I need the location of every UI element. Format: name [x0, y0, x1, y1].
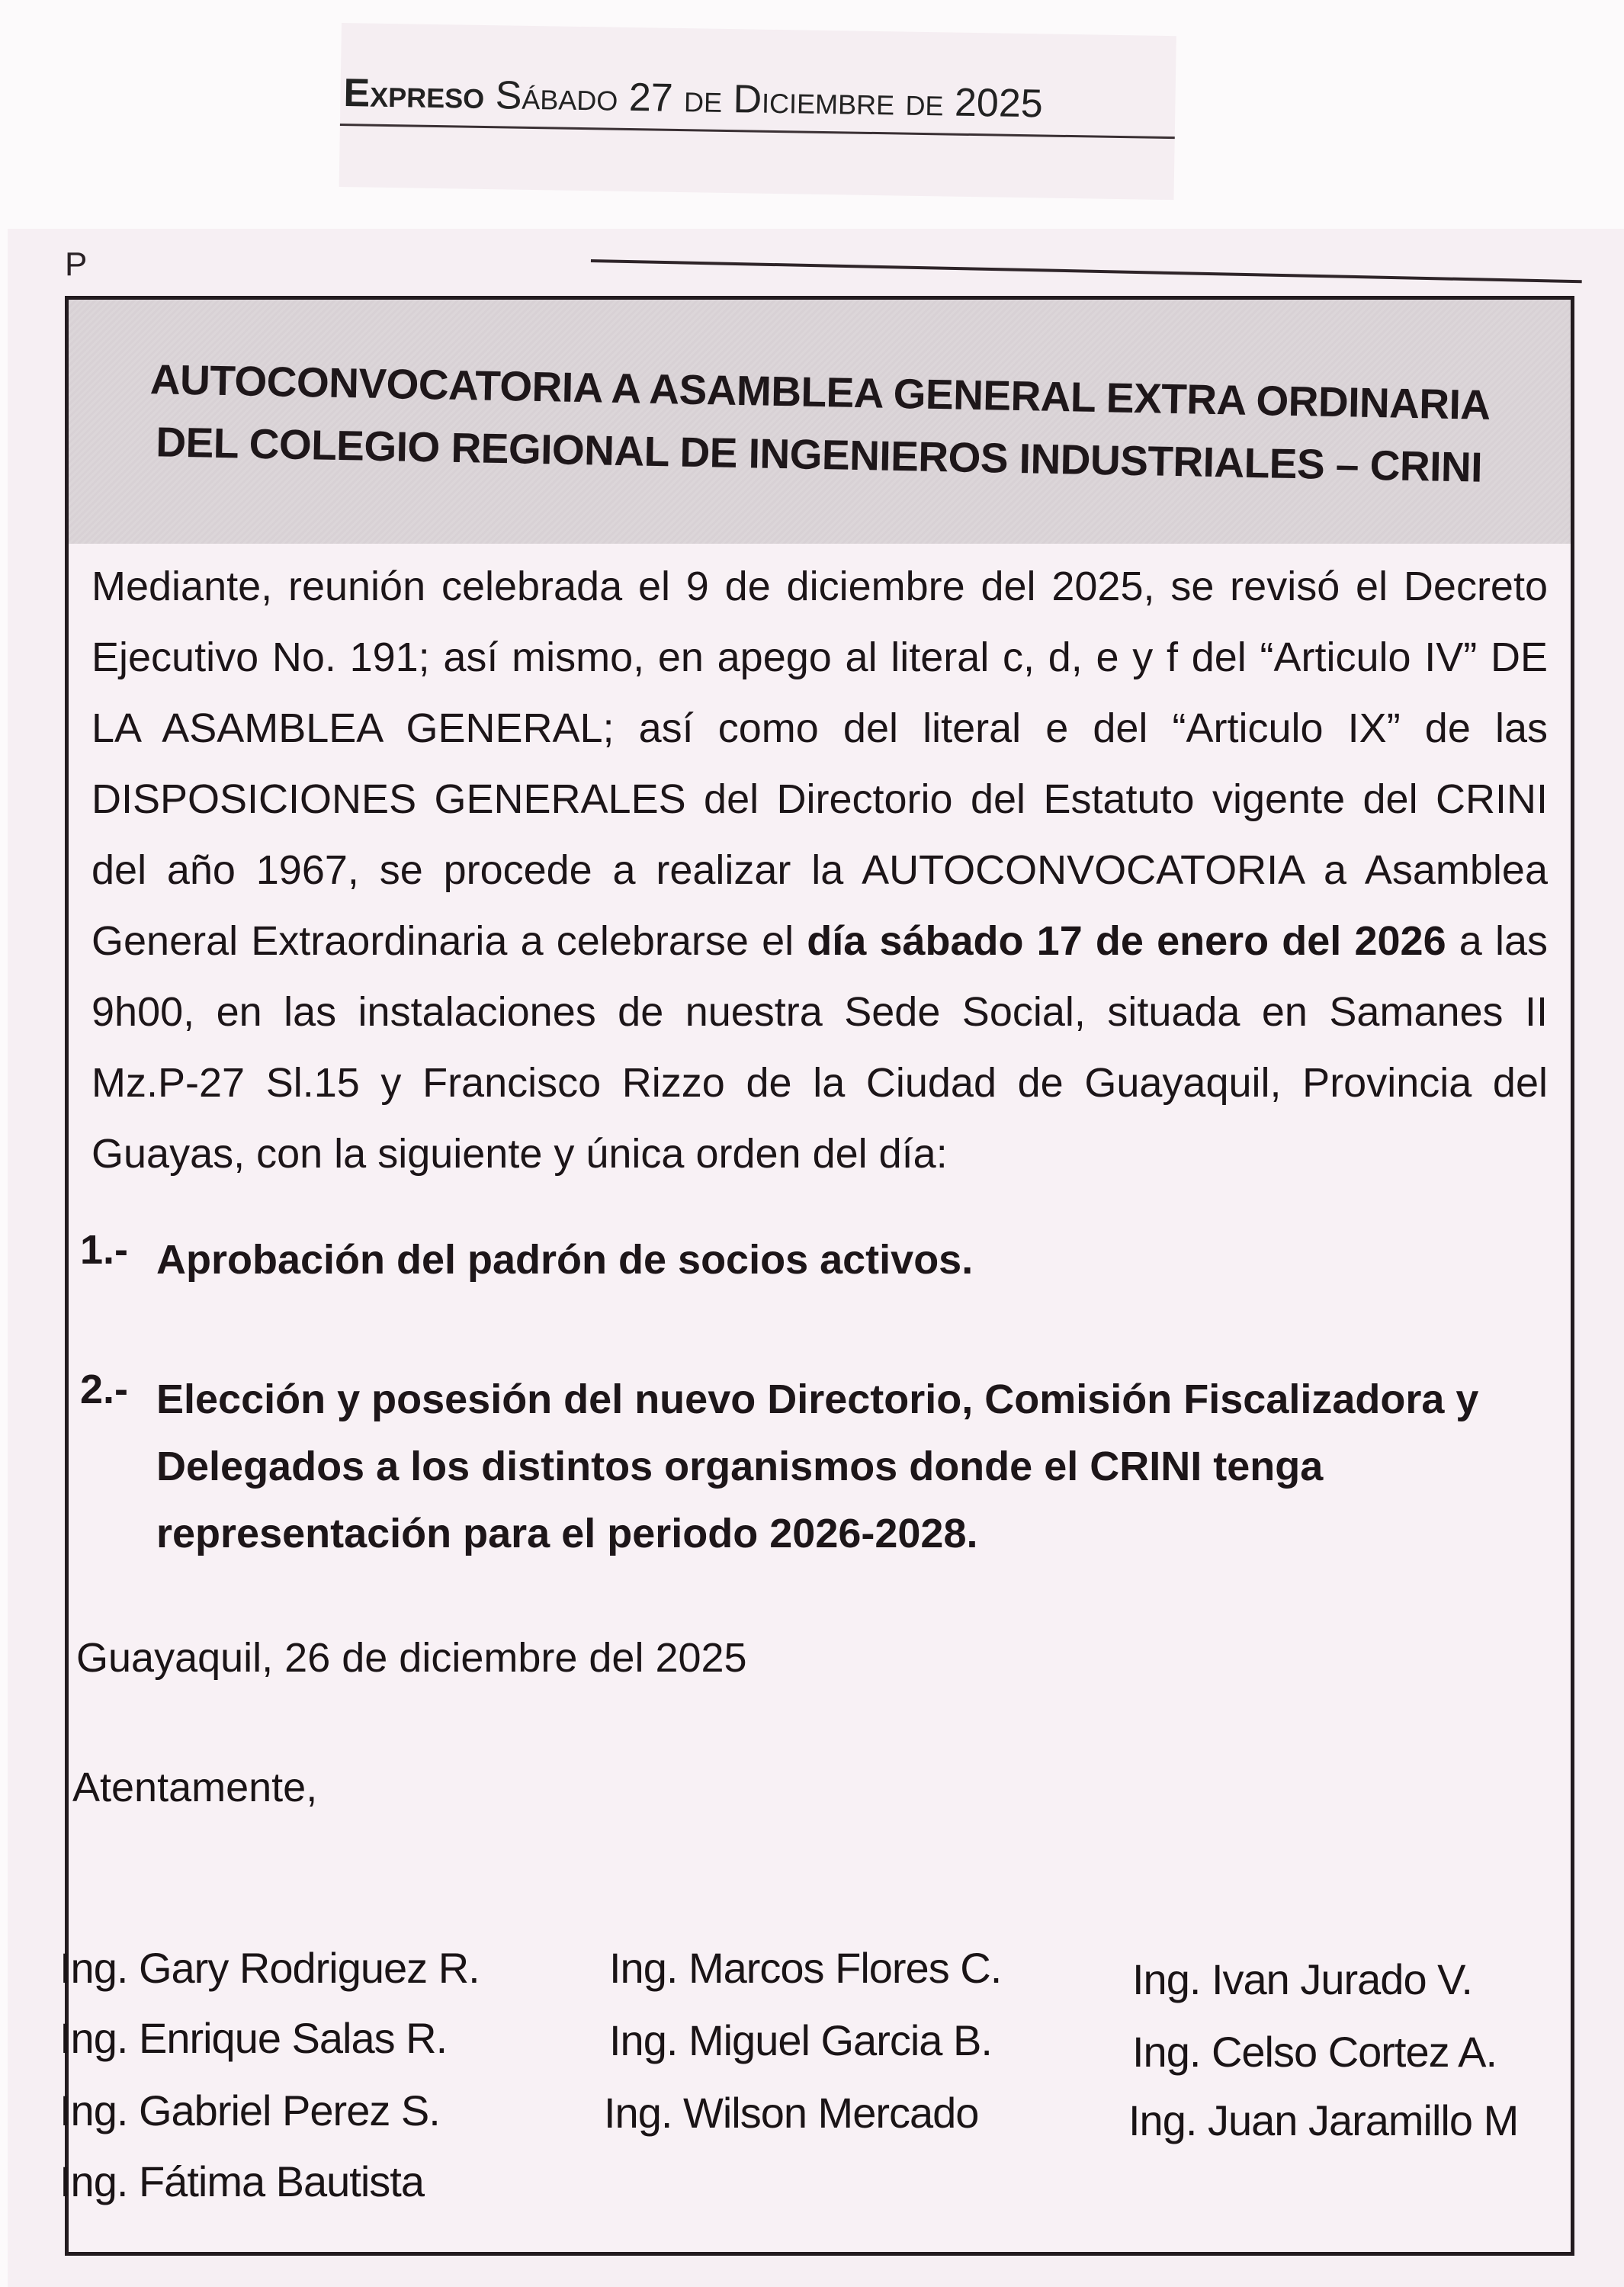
agenda-text: Elección y posesión del nuevo Directorio, Comisión Fiscalizadora y Delegados a los distintos organismos donde el CRINI tenga representación para el periodo 2026-2028.: [156, 1376, 1479, 1556]
signatory: Ing. Celso Cortez A.: [1132, 2028, 1497, 2076]
section-letter: P: [65, 246, 88, 283]
place-and-date: Guayaquil, 26 de diciembre del 2025: [76, 1635, 747, 1681]
body-text-part-2: a las 9h00, en las instalaciones de nuestra Sede Social, situada en Samanes II Mz.P-27 Sl.15 y Francisco Rizzo de la Ciudad de Guayaquil, Provincia del Guayas, con la siguiente y única orden del día:: [91, 918, 1548, 1177]
agenda-text: Aprobación del padrón de socios activos.: [156, 1237, 974, 1283]
agenda-number: 2.-: [80, 1367, 129, 1412]
signatory: Ing. Ivan Jurado V.: [1132, 1955, 1472, 2003]
title-line-1: AUTOCONVOCATORIA A ASAMBLEA GENERAL EXTRA ORDINARIA: [149, 355, 1491, 429]
signatory: Ing. Miguel Garcia B.: [609, 2016, 992, 2064]
publication-name: Expreso: [343, 71, 485, 117]
publication-date: Sábado 27 de Diciembre de 2025: [495, 73, 1044, 127]
signatory: Ing. Fátima Bautista: [59, 2157, 425, 2205]
signatory: Ing. Wilson Mercado: [604, 2089, 979, 2137]
closing-salutation: Atentamente,: [72, 1765, 318, 1810]
assembly-date: día sábado 17 de enero del 2026: [807, 918, 1446, 964]
signatory: Ing. Marcos Flores C.: [609, 1944, 1002, 1992]
body-text-part-1: Mediante, reunión celebrada el 9 de diciembre del 2025, se revisó el Decreto Ejecutivo No. 191; así mismo, en apego al literal c, d, e y f del “Articulo IV” DE LA ASAMBLEA GENERAL; así como del literal e del “Articulo IX” de las DISPOSICIONES GENERALES del Directorio del Estatuto vigente del CRINI del año 1967, se procede a realizar la AUTOCONVOCATORIA a Asamblea General Extraordinaria a celebrarse el: [91, 564, 1548, 964]
newspaper-header-clipping: [339, 23, 1176, 200]
signatory: Ing. Gabriel Perez S.: [59, 2086, 440, 2134]
notice-box: [59, 296, 1574, 2256]
signatory: Ing. Juan Jaramillo M: [1128, 2096, 1519, 2144]
header-rule: [340, 124, 1175, 139]
notice-body-paragraph: [91, 551, 1548, 1190]
signatory: Ing. Gary Rodriguez R.: [59, 1944, 480, 1992]
notice-title: [68, 346, 1572, 500]
signatory: Ing. Enrique Salas R.: [59, 2014, 448, 2062]
agenda-list: [80, 1226, 1525, 1640]
agenda-item: [80, 1226, 1525, 1293]
agenda-number: 1.-: [80, 1227, 129, 1273]
notice-title-band: [69, 300, 1571, 544]
title-line-2: DEL COLEGIO REGIONAL DE INGENIEROS INDUSTRIALES – CRINI: [155, 418, 1483, 491]
agenda-item: [80, 1366, 1525, 1567]
masthead: [343, 70, 1043, 127]
signatories: [59, 1939, 1571, 2244]
